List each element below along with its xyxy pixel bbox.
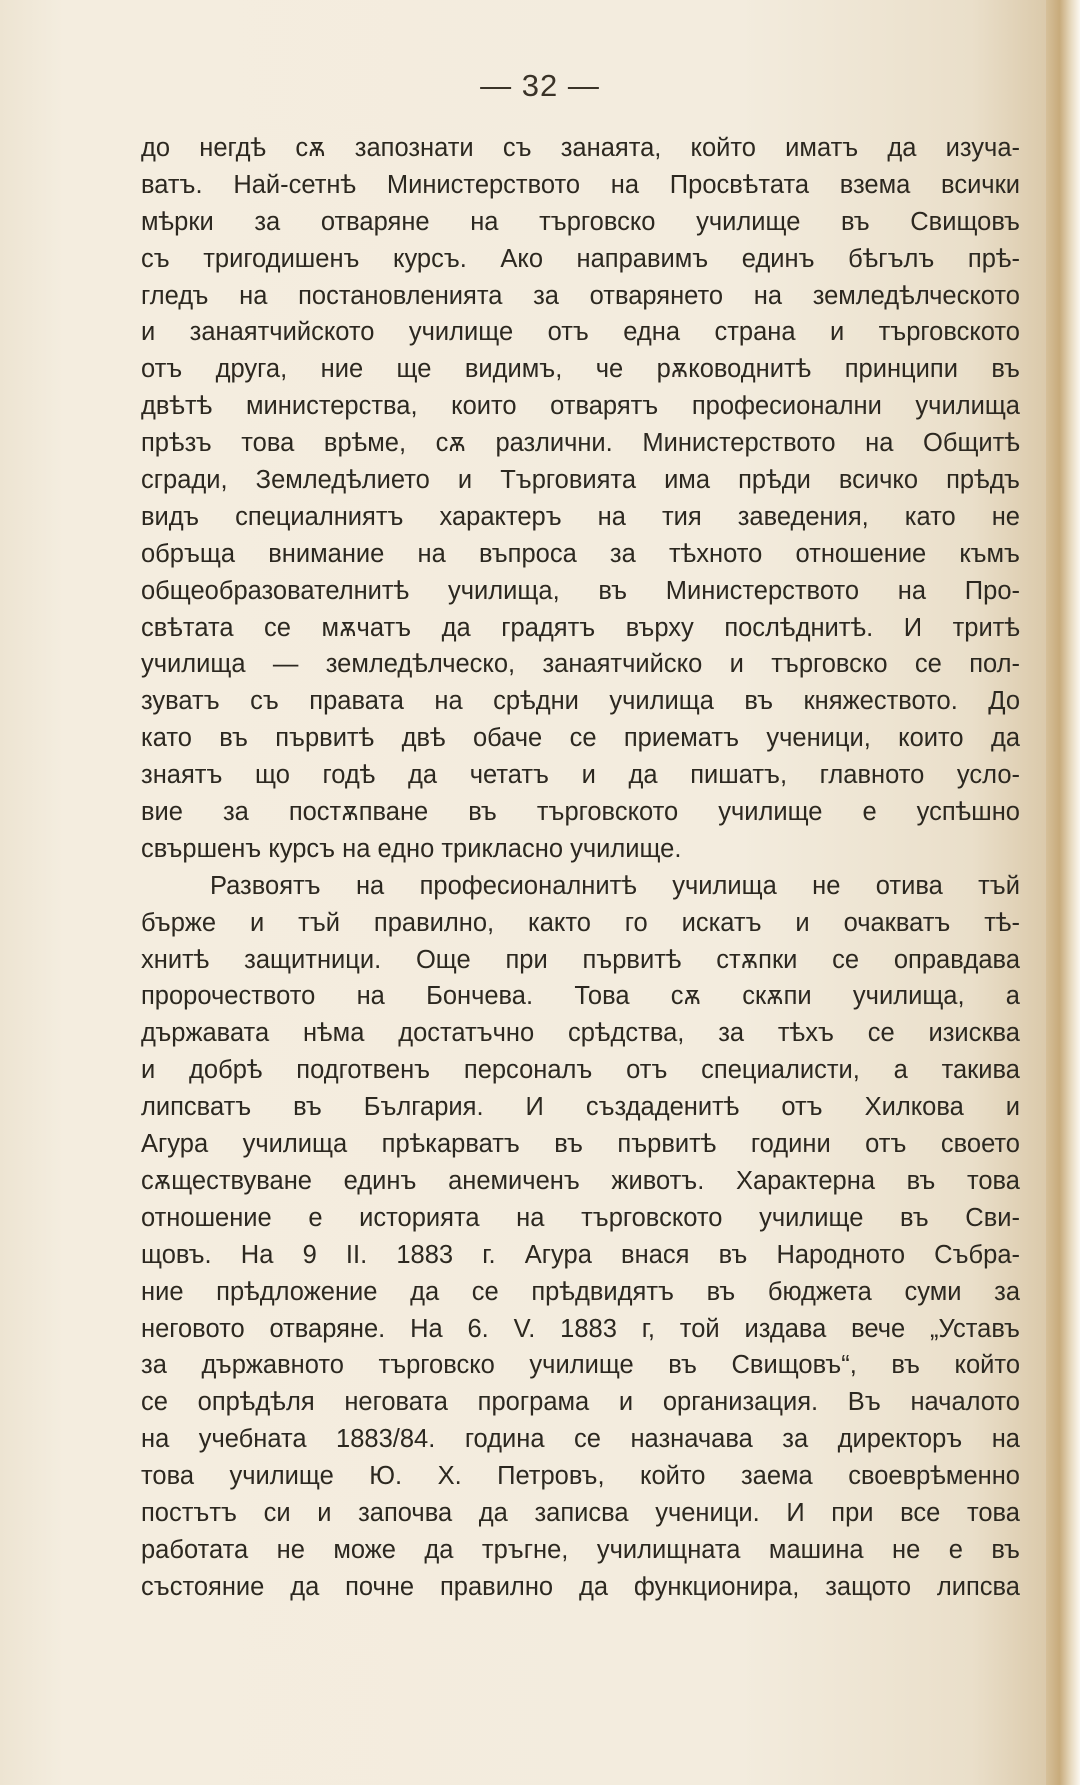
text-line: се опрѣдѣля неговата програма и организация. Въ началото [141,1388,1020,1417]
text-line: постътъ си и започва да записва ученици. И при все това [141,1498,1020,1527]
text-line: ватъ. Най-сетнѣ Министерството на Просвѣтата взема всички [141,170,1020,199]
text-line: като въ първитѣ двѣ обаче се приематъ ученици, които да [141,724,1020,753]
text-line: Агура училища прѣкарватъ въ първитѣ години отъ своето [141,1130,1020,1159]
text-line: училища — земледѣлческо, занаятчийско и търговско се пол- [141,650,1020,679]
text-line: знаятъ що годѣ да четатъ и да пишатъ, главното усло- [141,761,1020,790]
text-line: и занаятчийското училище отъ една страна и търговското [141,318,1020,347]
text-line: зуватъ съ правата на срѣдни училища въ княжеството. До [141,687,1020,716]
text-line: отъ друга, ние ще видимъ, че рѫководнитѣ принципи въ [141,355,1020,384]
text-line: държавата нѣма достатъчно срѣдства, за тѣхъ се изисква [141,1019,1020,1048]
text-line: това училище Ю. Х. Петровъ, който заема своеврѣменно [141,1462,1020,1491]
page-number: — 32 — [480,68,600,103]
text-line: сѫществуване единъ анемиченъ животъ. Характерна въ това [141,1166,1020,1195]
text-line: за държавното търговско училище въ Свищовъ“, въ който [141,1351,1020,1380]
text-line: хнитѣ защитници. Още при първитѣ стѫпки се оправдава [141,945,1020,974]
text-line: до негдѣ сѫ запознати съ занаята, който иматъ да изуча- [141,134,1020,162]
text-line: работата не може да тръгне, училищната машина не е въ [141,1535,1020,1564]
text-line: отношение е историята на търговското училище въ Сви- [141,1203,1020,1232]
text-line: щовъ. На 9 II. 1883 г. Агура внася въ Народното Събра- [141,1240,1020,1269]
text-line: и добрѣ подготвенъ персоналъ отъ специалисти, а такива [141,1056,1020,1085]
text-line: Развоятъ на професионалнитѣ училища не отива тъй [210,871,1020,900]
text-line: пророчеството на Бончева. Това сѫ скѫпи училища, а [141,982,1020,1011]
text-line: общеобразователнитѣ училища, въ Министерството на Про- [141,576,1020,605]
text-line: мѣрки за отваряне на търговско училище въ Свищовъ [141,207,1020,236]
text-line: на учебната 1883/84. година се назначава за директоръ на [141,1425,1020,1454]
text-line: състояние да почне правилно да функционира, защото липсва [141,1572,1020,1601]
text-line: прѣзъ това врѣме, сѫ различни. Министерството на Общитѣ [141,429,1020,458]
text-line: двѣтѣ министерства, които отварятъ професионални училища [141,392,1020,421]
text-line: ние прѣдложение да се прѣдвидятъ въ бюджета суми за [141,1277,1020,1306]
text-line: съ тригодишенъ курсъ. Ако направимъ единъ бѣгълъ прѣ- [141,244,1020,273]
text-line: неговото отваряне. На 6. V. 1883 г, той издава вече „Уставъ [141,1314,1020,1343]
body-text [141,130,1020,1606]
page-edge [1046,0,1080,1785]
text-line: вие за постѫпване въ търговското училище е успѣшно [141,798,1020,827]
text-line: сгради, Земледѣлието и Търговията има прѣди всичко прѣдъ [141,466,1020,495]
text-line: липсватъ въ България. И създаденитѣ отъ Хилкова и [141,1093,1020,1122]
text-line: свършенъ курсъ на едно трикласно училище. [141,834,682,863]
text-line: бърже и тъй правилно, както го искатъ и очакватъ тѣ- [141,908,1020,937]
text-line: свѣтата се мѫчатъ да градятъ върху послѣднитѣ. И тритѣ [141,613,1020,642]
text-line: видъ специалниятъ характеръ на тия заведения, като не [141,502,1020,531]
text-line: гледъ на постановленията за отварянето на земледѣлческото [141,281,1020,310]
text-line: обръща внимание на въпроса за тѣхното отношение къмъ [141,539,1020,568]
